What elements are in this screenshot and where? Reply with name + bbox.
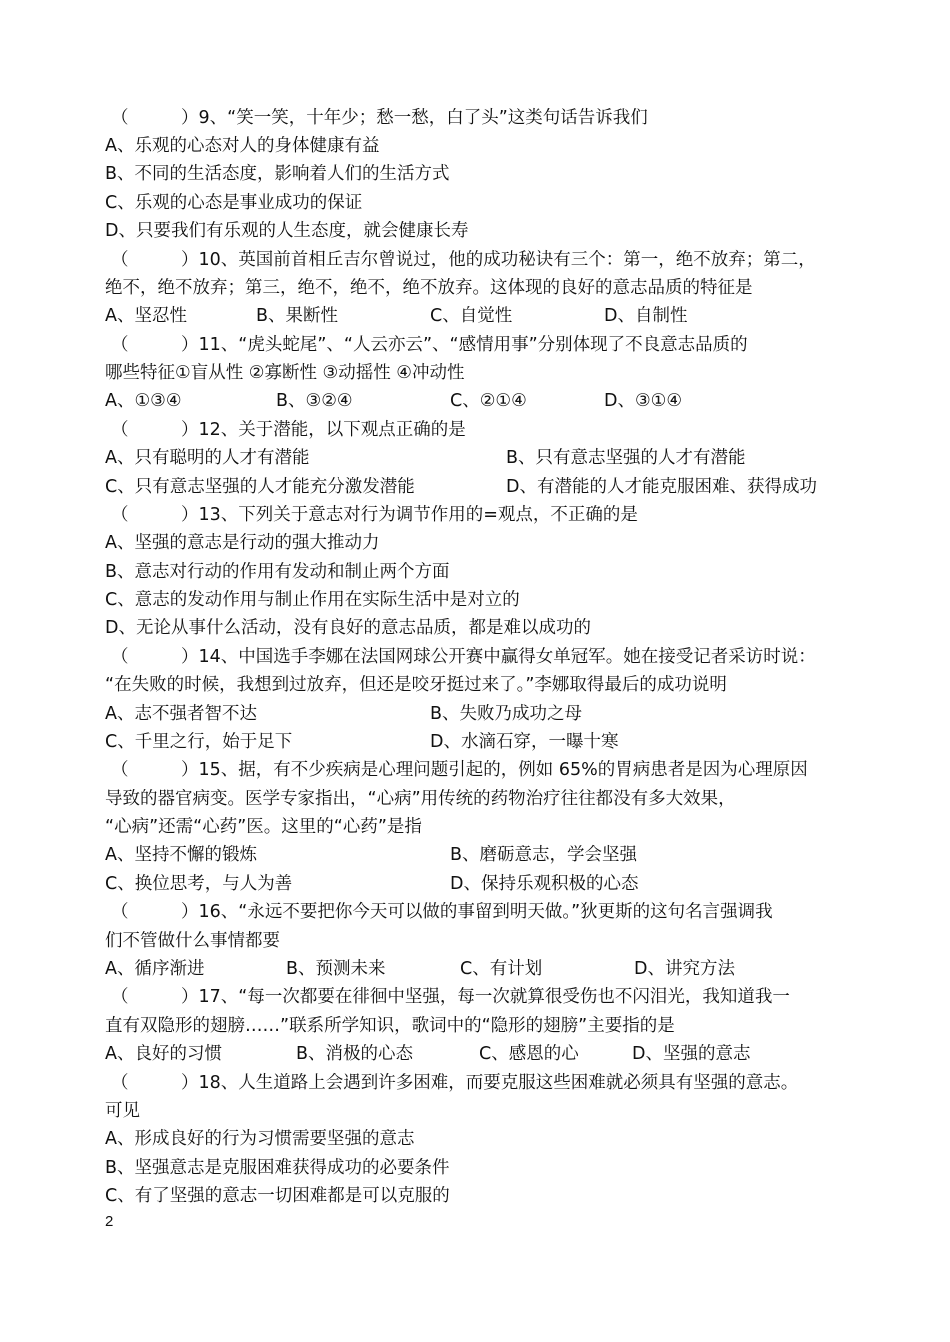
- q17-option-d: D、坚强的意志: [632, 1044, 751, 1064]
- q12-option-c: C、只有意志坚强的人才能充分激发潜能: [105, 477, 415, 497]
- q17-option-b: B、消极的心态: [296, 1044, 414, 1064]
- q16-option-a: A、循序渐进: [105, 959, 205, 979]
- q11-option-d: D、③①④: [604, 391, 683, 411]
- q11-option-b: B、③②④: [276, 391, 353, 411]
- q16-option-c: C、有计划: [460, 959, 543, 979]
- q10-stem-line2: 绝不，绝不放弃；第三，绝不，绝不，绝不放弃。这体现的良好的意志品质的特征是: [105, 278, 753, 298]
- q14-stem-line1: （ ）14、中国选手李娜在法国网球公开赛中赢得女单冠军。她在接受记者采访时说：: [111, 647, 816, 667]
- q14-option-b: B、失败乃成功之母: [430, 704, 583, 724]
- q10-option-d: D、自制性: [604, 306, 688, 326]
- q18-option-b: B、坚强意志是克服困难获得成功的必要条件: [105, 1158, 450, 1178]
- q18-option-a: A、形成良好的行为习惯需要坚强的意志: [105, 1129, 415, 1149]
- q15-option-c: C、换位思考，与人为善: [105, 874, 293, 894]
- q14-option-d: D、水滴石穿，一曝十寒: [430, 732, 619, 752]
- q18-stem-line1: （ ）18、人生道路上会遇到许多困难，而要克服这些困难就必须具有坚强的意志。: [111, 1073, 799, 1093]
- q9-option-d: D、只要我们有乐观的人生态度，就会健康长寿: [105, 221, 469, 241]
- q15-option-b: B、磨砺意志，学会坚强: [450, 845, 638, 865]
- q9-stem: （ ）9、“笑一笑，十年少；愁一愁，白了头”这类句话告诉我们: [111, 108, 648, 128]
- page-number: 2: [105, 1213, 114, 1230]
- q11-option-a: A、①③④: [105, 391, 182, 411]
- q13-stem: （ ）13、下列关于意志对行为调节作用的=观点，不正确的是: [111, 505, 638, 525]
- q15-stem-line3: “心病”还需“心药”医。这里的“心药”是指: [105, 817, 422, 837]
- q14-option-c: C、千里之行，始于足下: [105, 732, 293, 752]
- q14-stem-line2: “在失败的时候，我想到过放弃，但还是咬牙挺过来了。”李娜取得最后的成功说明: [105, 675, 727, 695]
- q16-option-b: B、预测未来: [286, 959, 386, 979]
- q10-stem-line1: （ ）10、英国前首相丘吉尔曾说过，他的成功秘诀有三个：第一，绝不放弃；第二，: [111, 250, 816, 270]
- q15-stem-line1: （ ）15、据，有不少疾病是心理问题引起的，例如 65%的胃病患者是因为心理原因: [111, 760, 808, 780]
- q10-option-b: B、果断性: [256, 306, 339, 326]
- q13-option-c: C、意志的发动作用与制止作用在实际生活中是对立的: [105, 590, 520, 610]
- q10-option-a: A、坚忍性: [105, 306, 187, 326]
- q9-option-c: C、乐观的心态是事业成功的保证: [105, 193, 363, 213]
- q12-option-b: B、只有意志坚强的人才有潜能: [506, 448, 746, 468]
- q9-option-a: A、乐观的心态对人的身体健康有益: [105, 136, 380, 156]
- q12-option-d: D、有潜能的人才能克服困难、获得成功: [506, 477, 817, 497]
- q13-option-b: B、意志对行动的作用有发动和制止两个方面: [105, 562, 450, 582]
- q18-option-c: C、有了坚强的意志一切困难都是可以克服的: [105, 1186, 450, 1206]
- q17-option-a: A、良好的习惯: [105, 1044, 222, 1064]
- q9-option-b: B、不同的生活态度，影响着人们的生活方式: [105, 164, 450, 184]
- q13-option-a: A、坚强的意志是行动的强大推动力: [105, 533, 380, 553]
- q17-stem-line1: （ ）17、“每一次都要在徘徊中坚强，每一次就算很受伤也不闪泪光，我知道我一: [111, 987, 790, 1007]
- q15-option-a: A、坚持不懈的锻炼: [105, 845, 257, 865]
- q15-stem-line2: 导致的器官病变。医学专家指出，“心病”用传统的药物治疗往往都没有多大效果，: [105, 789, 736, 809]
- q15-option-d: D、保持乐观积极的心态: [450, 874, 639, 894]
- q16-stem-line2: 们不管做什么事情都要: [105, 931, 280, 951]
- q12-stem: （ ）12、关于潜能，以下观点正确的是: [111, 420, 466, 440]
- q17-stem-line2: 直有双隐形的翅膀……”联系所学知识，歌词中的“隐形的翅膀”主要指的是: [105, 1016, 675, 1036]
- q10-option-c: C、自觉性: [430, 306, 513, 326]
- q14-option-a: A、志不强者智不达: [105, 704, 257, 724]
- q17-option-c: C、感恩的心: [479, 1044, 579, 1064]
- q18-stem-line2: 可见: [105, 1101, 140, 1121]
- q11-option-c: C、②①④: [450, 391, 527, 411]
- q13-option-d: D、无论从事什么活动，没有良好的意志品质，都是难以成功的: [105, 618, 591, 638]
- q16-option-d: D、讲究方法: [634, 959, 735, 979]
- q12-option-a: A、只有聪明的人才有潜能: [105, 448, 310, 468]
- q11-stem-line1: （ ）11、“虎头蛇尾”、“人云亦云”、“感情用事”分别体现了不良意志品质的: [111, 335, 748, 355]
- q16-stem-line1: （ ）16、“永远不要把你今天可以做的事留到明天做。”狄更斯的这句名言强调我: [111, 902, 773, 922]
- q11-stem-line2: 哪些特征①盲从性 ②寡断性 ③动摇性 ④冲动性: [105, 363, 465, 383]
